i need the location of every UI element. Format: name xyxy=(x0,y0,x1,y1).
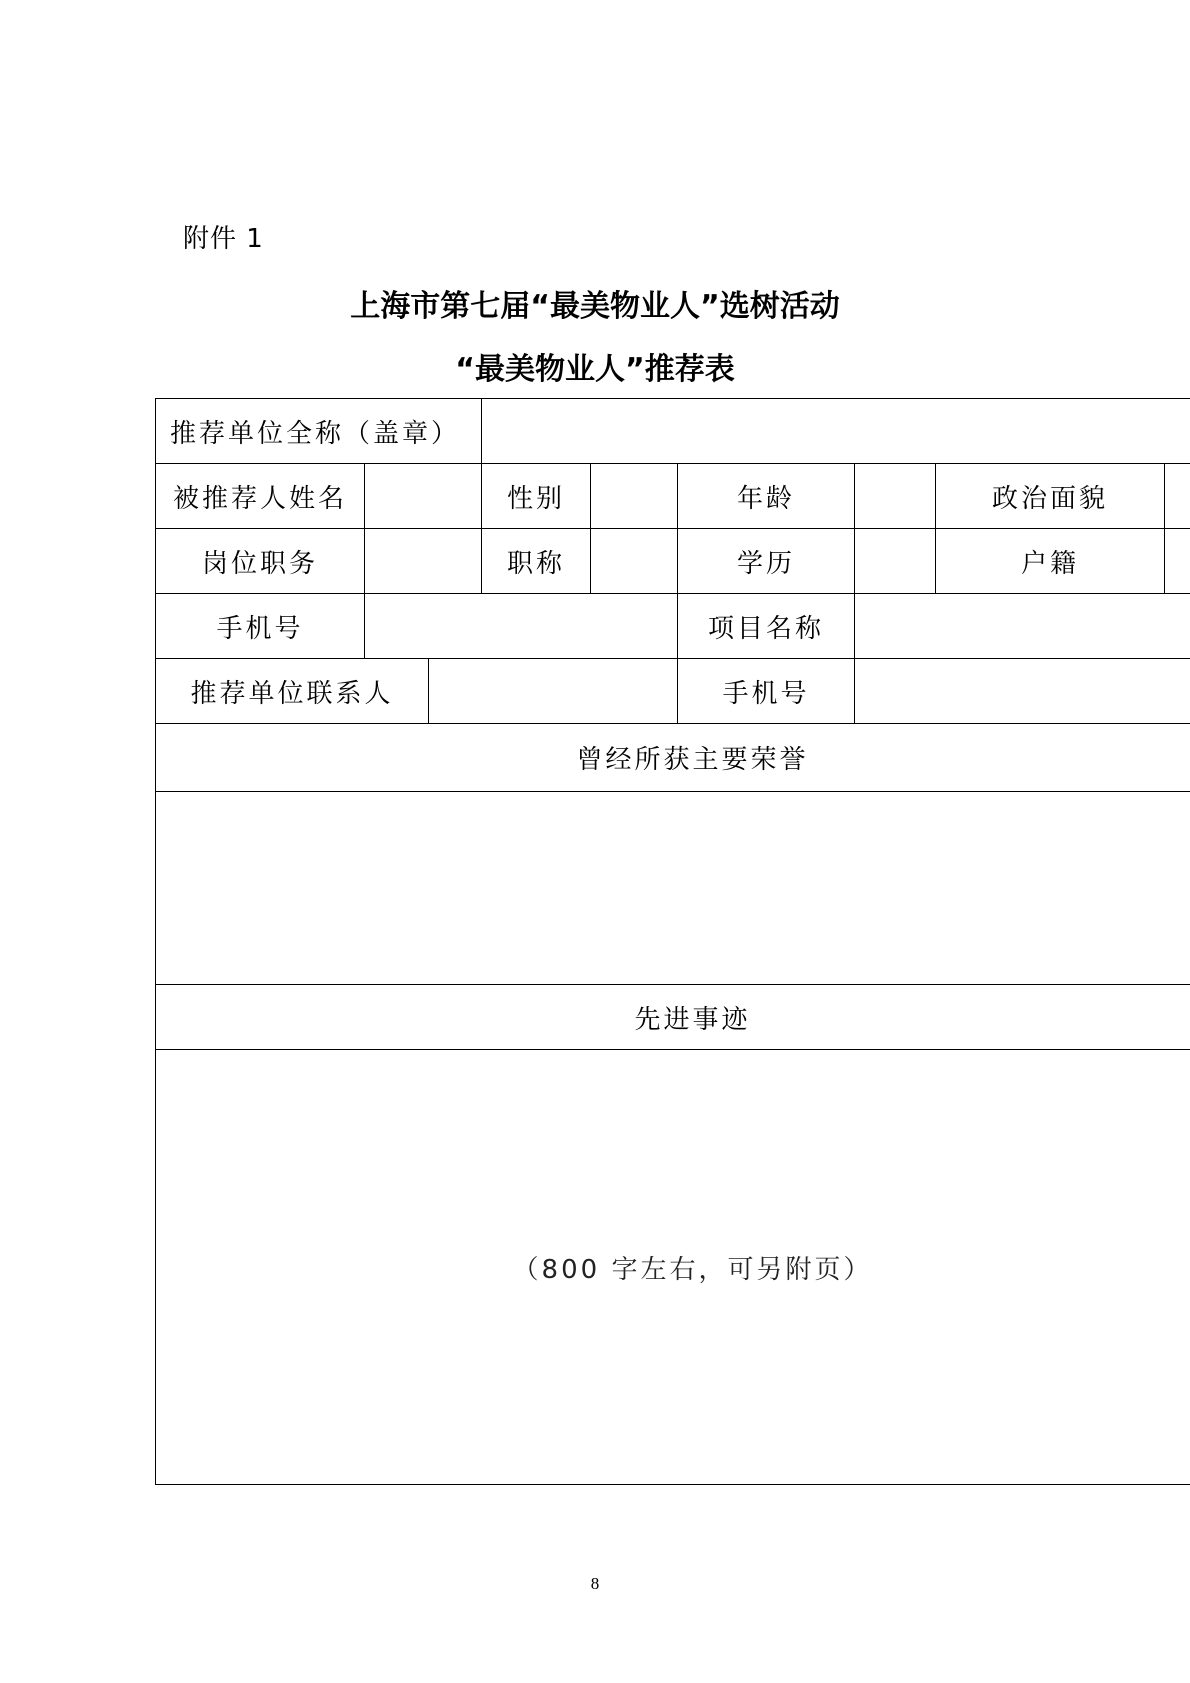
nominee-name-label: 被推荐人姓名 xyxy=(156,464,365,529)
age-label: 年龄 xyxy=(678,464,855,529)
contact-person-label: 推荐单位联系人 xyxy=(156,659,429,724)
row-recommending-unit xyxy=(156,399,1190,464)
contact-phone-field[interactable] xyxy=(855,659,1190,724)
recommending-unit-label: 推荐单位全称（盖章） xyxy=(156,399,482,464)
hukou-label: 户籍 xyxy=(936,529,1165,594)
position-label: 岗位职务 xyxy=(156,529,365,594)
row-phone-project xyxy=(156,594,1190,659)
recommending-unit-field[interactable] xyxy=(482,399,1190,464)
gender-label: 性别 xyxy=(482,464,591,529)
professional-title-field[interactable] xyxy=(591,529,678,594)
education-field[interactable] xyxy=(855,529,936,594)
nominee-phone-field[interactable] xyxy=(365,594,678,659)
row-contact xyxy=(156,659,1190,724)
deeds-header: 先进事迹 xyxy=(156,985,1190,1050)
attachment-label: 附件 1 xyxy=(183,224,264,254)
nominee-phone-label: 手机号 xyxy=(156,594,365,659)
deeds-note: （800 字左右，可另附页） xyxy=(512,1254,873,1285)
row-honors-content xyxy=(156,792,1190,985)
row-deeds-content xyxy=(156,1050,1190,1485)
professional-title-label: 职称 xyxy=(482,529,591,594)
contact-phone-label: 手机号 xyxy=(678,659,855,724)
project-name-field[interactable] xyxy=(855,594,1190,659)
political-status-label: 政治面貌 xyxy=(936,464,1165,529)
row-nominee-info xyxy=(156,464,1190,529)
form-title: “最美物业人”推荐表 xyxy=(455,352,735,387)
row-honors-header xyxy=(156,724,1190,792)
position-field[interactable] xyxy=(365,529,482,594)
contact-person-field[interactable] xyxy=(429,659,678,724)
row-deeds-header xyxy=(156,985,1190,1050)
education-label: 学历 xyxy=(678,529,855,594)
recommendation-form xyxy=(155,398,1190,1485)
honors-header: 曾经所获主要荣誉 xyxy=(156,724,1190,792)
row-position-info xyxy=(156,529,1190,594)
age-field[interactable] xyxy=(855,464,936,529)
page-number: 8 xyxy=(590,1574,600,1593)
project-name-label: 项目名称 xyxy=(678,594,855,659)
honors-field[interactable] xyxy=(156,792,1190,985)
political-status-field[interactable] xyxy=(1165,464,1190,529)
deeds-field[interactable] xyxy=(156,1050,1190,1485)
nominee-name-field[interactable] xyxy=(365,464,482,529)
gender-field[interactable] xyxy=(591,464,678,529)
document-title: 上海市第七届“最美物业人”选树活动 xyxy=(350,289,840,324)
hukou-field[interactable] xyxy=(1165,529,1190,594)
